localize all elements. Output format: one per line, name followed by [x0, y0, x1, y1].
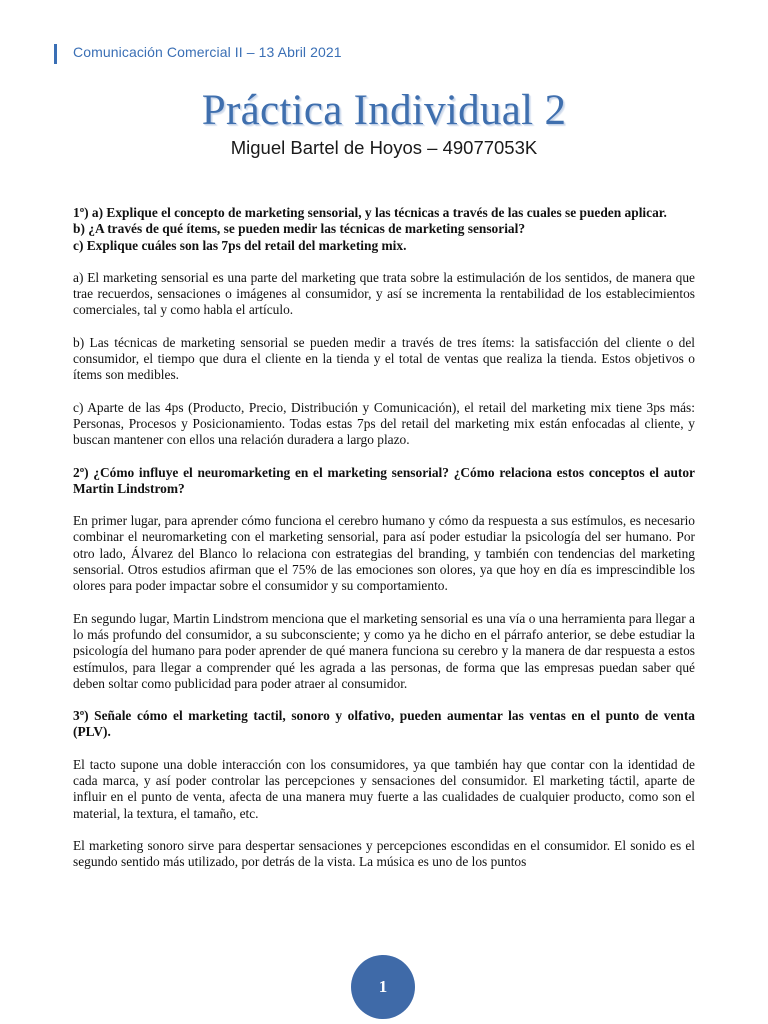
document-body — [73, 205, 695, 887]
question-2-text: 2º) ¿Cómo influye el neuromarketing en el marketing sensorial? ¿Cómo relaciona estos conceptos el autor Martin Lindstrom? — [73, 464, 695, 496]
question-3 — [73, 708, 695, 741]
question-1 — [73, 205, 695, 254]
answer-1a: a) El marketing sensorial es una parte del marketing que trata sobre la estimulación de los sentidos, de manera que trae recuerdos, sensaciones o imágenes al consumidor, y así se incrementa la rentabilidad de los establecimientos comerciales, tal y como habla el artículo. — [73, 269, 695, 318]
answer-2-paragraph-2: En segundo lugar, Martin Lindstrom menciona que el marketing sensorial es una vía o una herramienta para llegar a lo más profundo del consumidor, a su subconsciente; y como ya he dicho en el párrafo anterior, se debe estudiar la psicología del humano para poder aprender de qué manera funciona su cerebro y la manera de dar respuesta a estos estímulos, para llegar a comprender qué les agrada a las personas, de forma que las empresas puedan saber qué deben soltar como publicidad para poder atraer al consumidor. — [73, 610, 695, 691]
page-number: 1 — [378, 977, 388, 996]
question-1-line-b: b) ¿A través de qué ítems, se pueden medir las técnicas de marketing sensorial? — [73, 221, 526, 237]
answer-3-paragraph-1: El tacto supone una doble interacción con los consumidores, ya que también hay que contar con la identidad de cada marca, y así poder controlar las percepciones y sensaciones del consumidor. El marketing táctil, aparte de influir en el punto de venta, afecta de una manera muy fuerte a las cualidades de cualquier producto, como son el material, la textura, el tamaño, etc. — [73, 756, 695, 821]
header-accent-bar — [54, 44, 57, 64]
question-1-line-a: 1º) a) Explique el concepto de marketing sensorial, y las técnicas a través de las cuales se pueden aplicar. — [73, 205, 667, 220]
answer-1c: c) Aparte de las 4ps (Producto, Precio, Distribución y Comunicación), el retail del marketing mix tiene 3ps más: Personas, Procesos y Posicionamiento. Todas estas 7ps del retail del marketing mix están enfocadas al cliente, y buscan mantener con ellos una relación duradera a largo plazo. — [73, 399, 695, 448]
page-title: Práctica Individual 2 — [201, 87, 567, 134]
question-1-line-c: c) Explique cuáles son las 7ps del retail del marketing mix. — [73, 237, 407, 253]
header-course-text: Comunicación Comercial II – 13 Abril 2021 — [73, 44, 342, 60]
answer-2-paragraph-1: En primer lugar, para aprender cómo funciona el cerebro humano y cómo da respuesta a sus estímulos, es necesario combinar el neuromarketing con el marketing sensorial, para así poder estudiar la psicología del ser humano. Por otro lado, Álvarez del Blanco lo relaciona con estrategias del branding, y también con tendencias del marketing sensorial. Otros estudios afirman que el 75% de las emociones son olores, ya que hoy en día es imprescindible los olores para poder impactar sobre el consumidor y su comportamiento. — [73, 513, 695, 594]
author-subtitle: Miguel Bartel de Hoyos – 49077053K — [230, 137, 538, 158]
page-number-badge — [351, 955, 415, 1019]
question-3-text: 3º) Señale cómo el marketing tactil, sonoro y olfativo, pueden aumentar las ventas en el punto de venta (PLV). — [73, 708, 695, 740]
question-2 — [73, 465, 695, 498]
answer-3-paragraph-2: El marketing sonoro sirve para despertar sensaciones y percepciones escondidas en el consumidor. El sonido es el segundo sentido más utilizado, por detrás de la vista. La música es uno de los puntos — [73, 837, 695, 870]
answer-1b: b) Las técnicas de marketing sensorial se pueden medir a través de tres ítems: la satisfacción del cliente o del consumidor, el tiempo que dura el cliente en la tienda y el total de ventas que realiza la tienda. Estos objetivos o ítems son medibles. — [73, 334, 695, 383]
